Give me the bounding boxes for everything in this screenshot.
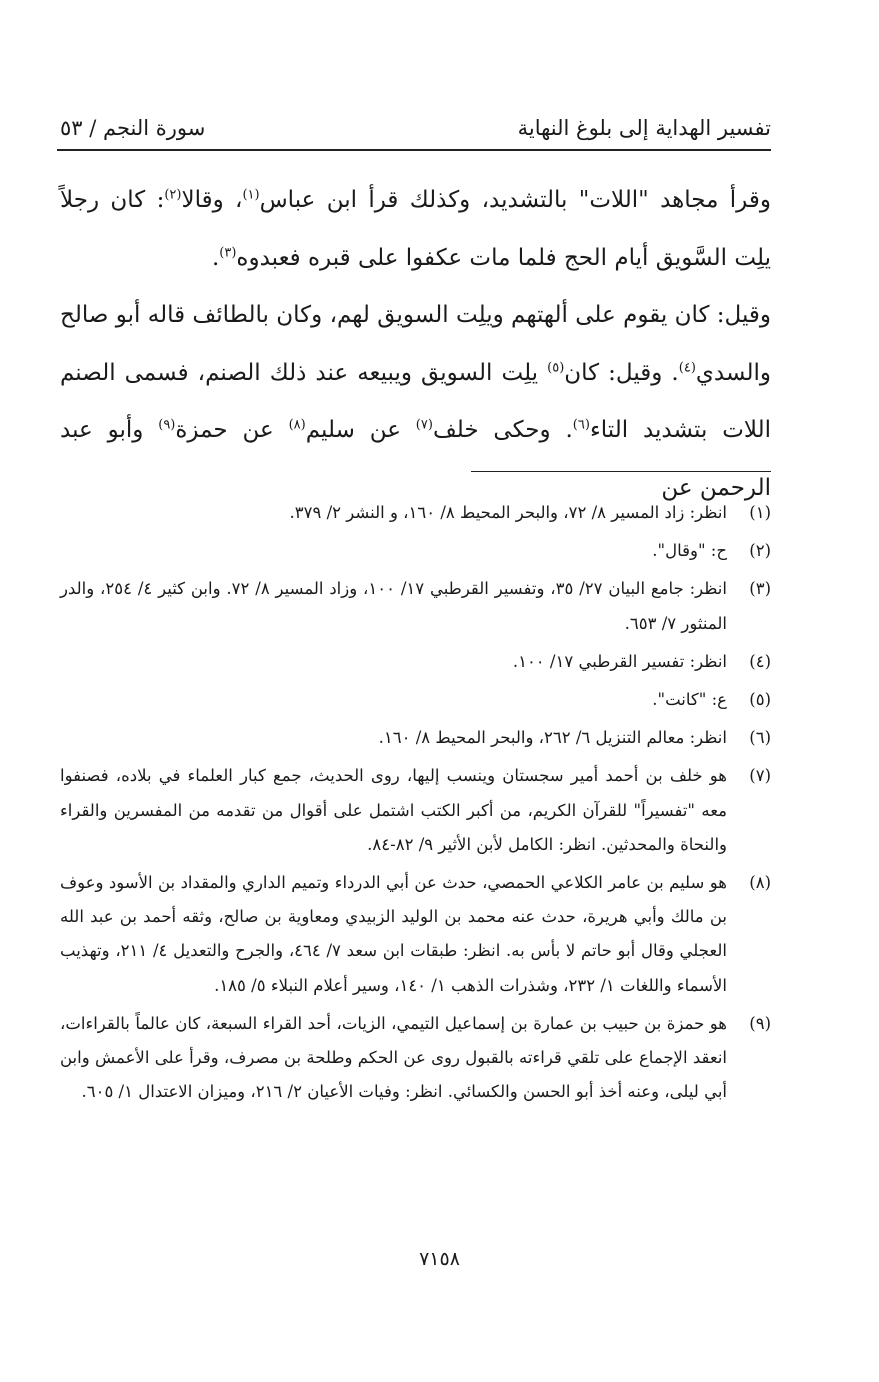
book-title: تفسير الهداية إلى بلوغ النهاية bbox=[517, 116, 771, 140]
footnote-text: انظر: جامع البيان ٢٧/ ٣٥، وتفسير القرطبي ١٧/ ١٠٠، وزاد المسير ٨/ ٧٢. وابن كثير ٤/ ٢٥٤، والدر المنثور ٧/ ٦٥٣. bbox=[60, 579, 727, 633]
footnote-item bbox=[60, 534, 771, 568]
footnote-ref-3: (٣) bbox=[219, 244, 237, 260]
footnote-text: هو خلف بن أحمد أمير سجستان وينسب إليها، روى الحديث، جمع كبار العلماء في بلاده، فصنفوا معه "تفسيراً" للقرآن الكريم، من أكبر الكتب اشتمل على أقوال من تقدمه من المفسرين والقراء والنحاة والمحدثين. انظر: الكامل لأبن الأثير ٩/ ٨٢-٨٤. bbox=[60, 766, 728, 854]
footnote-ref-4: (٤) bbox=[678, 359, 696, 375]
footnote-text: ح: "وقال". bbox=[652, 541, 727, 561]
surah-title: سورة النجم / ٥٣ bbox=[60, 116, 206, 140]
footnote-text: انظر: زاد المسير ٨/ ٧٢، والبحر المحيط ٨/ ١٦٠، و النشر ٢/ ٣٧٩. bbox=[289, 503, 727, 522]
main-text bbox=[60, 172, 771, 517]
paragraph-1: وقرأ مجاهد "اللات" بالتشديد، وكذلك قرأ ابن عباس$^{(١)}$، وقالا$^{(٢)}$: كان رجلاً يلِت السَّويق أيام الحج فلما مات عكفوا على قبره فعبدوه$^{(٣)}$. bbox=[60, 187, 771, 271]
footnote-number: (٦) bbox=[749, 728, 771, 748]
footnote-item bbox=[60, 721, 771, 755]
footnote-text: انظر: تفسير القرطبي ١٧/ ١٠٠. bbox=[512, 651, 727, 671]
footnote-ref-5: (٥) bbox=[547, 359, 565, 375]
footnote-ref-8: (٨) bbox=[288, 417, 306, 433]
footnote-ref-9: (٩) bbox=[158, 417, 176, 433]
footnote-ref-1: (١) bbox=[242, 187, 260, 203]
header-divider bbox=[57, 149, 771, 151]
footnote-item bbox=[60, 645, 771, 679]
footnote-text: هو حمزة بن حبيب بن عمارة بن إسماعيل التيمي، الزيات، أحد القراء السبعة، كان عالماً بالقراءات، انعقد الإجماع على تلقي قراءته بالقبول روى عن الحكم وطلحة بن مصرف، وقرأ على الأعمش وابن أبي ليلى، وعنه أخذ أبو الحسن والكسائي. انظر: وفيات الأعيان ٢/ ٢١٦، وميزان الاعتدال ١/ ٦٠٥. bbox=[60, 1013, 727, 1102]
footnote-number: (٩) bbox=[749, 1013, 771, 1033]
footnote-text: هو سليم بن عامر الكلاعي الحمصي، حدث عن أبي الدرداء وتميم الداري والمقداد بن الأسود وعوف بن مالك وأبي هريرة، حدث عنه محمد بن الوليد الزبيدي ومعاوية بن صالح، وثقه أحمد بن عبد الله العجلي وقال أبو حاتم لا بأس به. انظر: طبقات ابن سعد ٧/ ٤٦٤، والجرح والتعديل ٤/ ٢١١، وتهذيب الأسماء واللغات ١/ ٢٣٢، وشذرات الذهب ١/ ١٤٠، وسير أعلام النبلاء ٥/ ١٨٥. bbox=[60, 873, 727, 995]
footnote-item bbox=[60, 866, 771, 1003]
footnote-item bbox=[60, 683, 771, 717]
footnote-item bbox=[60, 496, 771, 530]
footnote-text: انظر: معالم التنزيل ٦/ ٢٦٢، والبحر المحيط ٨/ ١٦٠. bbox=[378, 728, 727, 748]
footnote-ref-6: (٦) bbox=[572, 417, 590, 433]
footnote-ref-2: (٢) bbox=[164, 187, 182, 203]
footnote-item bbox=[60, 1007, 771, 1110]
footnote-number: (٣) bbox=[749, 579, 771, 599]
footnotes bbox=[60, 496, 771, 1113]
footnote-number: (٨) bbox=[749, 873, 771, 893]
running-header bbox=[60, 108, 771, 148]
page-number: ٧١٥٨ bbox=[419, 1248, 460, 1270]
footnote-item bbox=[60, 572, 771, 640]
footnote-number: (١) bbox=[749, 503, 771, 522]
footnote-divider bbox=[471, 471, 771, 472]
paragraph-2: وقيل: كان يقوم على ألهتهم ويلِت السويق لهم، وكان بالطائف قاله أبو صالح والسدي$^{(٤)}$. وقيل: كان$^{(٥)}$ يلِت السويق ويبيعه عند ذلك الصنم، فسمى الصنم اللات بتشديد التاء$^{(٦)}$. وحكى خلف$^{(٧)}$ عن سليم$^{(٨)}$ عن حمزة$^{(٩)}$ وأبو عبد الرحمن عن bbox=[60, 302, 771, 501]
footnote-text: ع: "كانت". bbox=[652, 690, 727, 710]
footnote-number: (٧) bbox=[749, 766, 771, 786]
footnote-number: (٤) bbox=[749, 651, 771, 671]
footnote-item bbox=[60, 759, 771, 862]
footnote-number: (٢) bbox=[749, 541, 771, 561]
footnote-ref-7: (٧) bbox=[415, 417, 433, 433]
footnote-number: (٥) bbox=[749, 690, 771, 710]
